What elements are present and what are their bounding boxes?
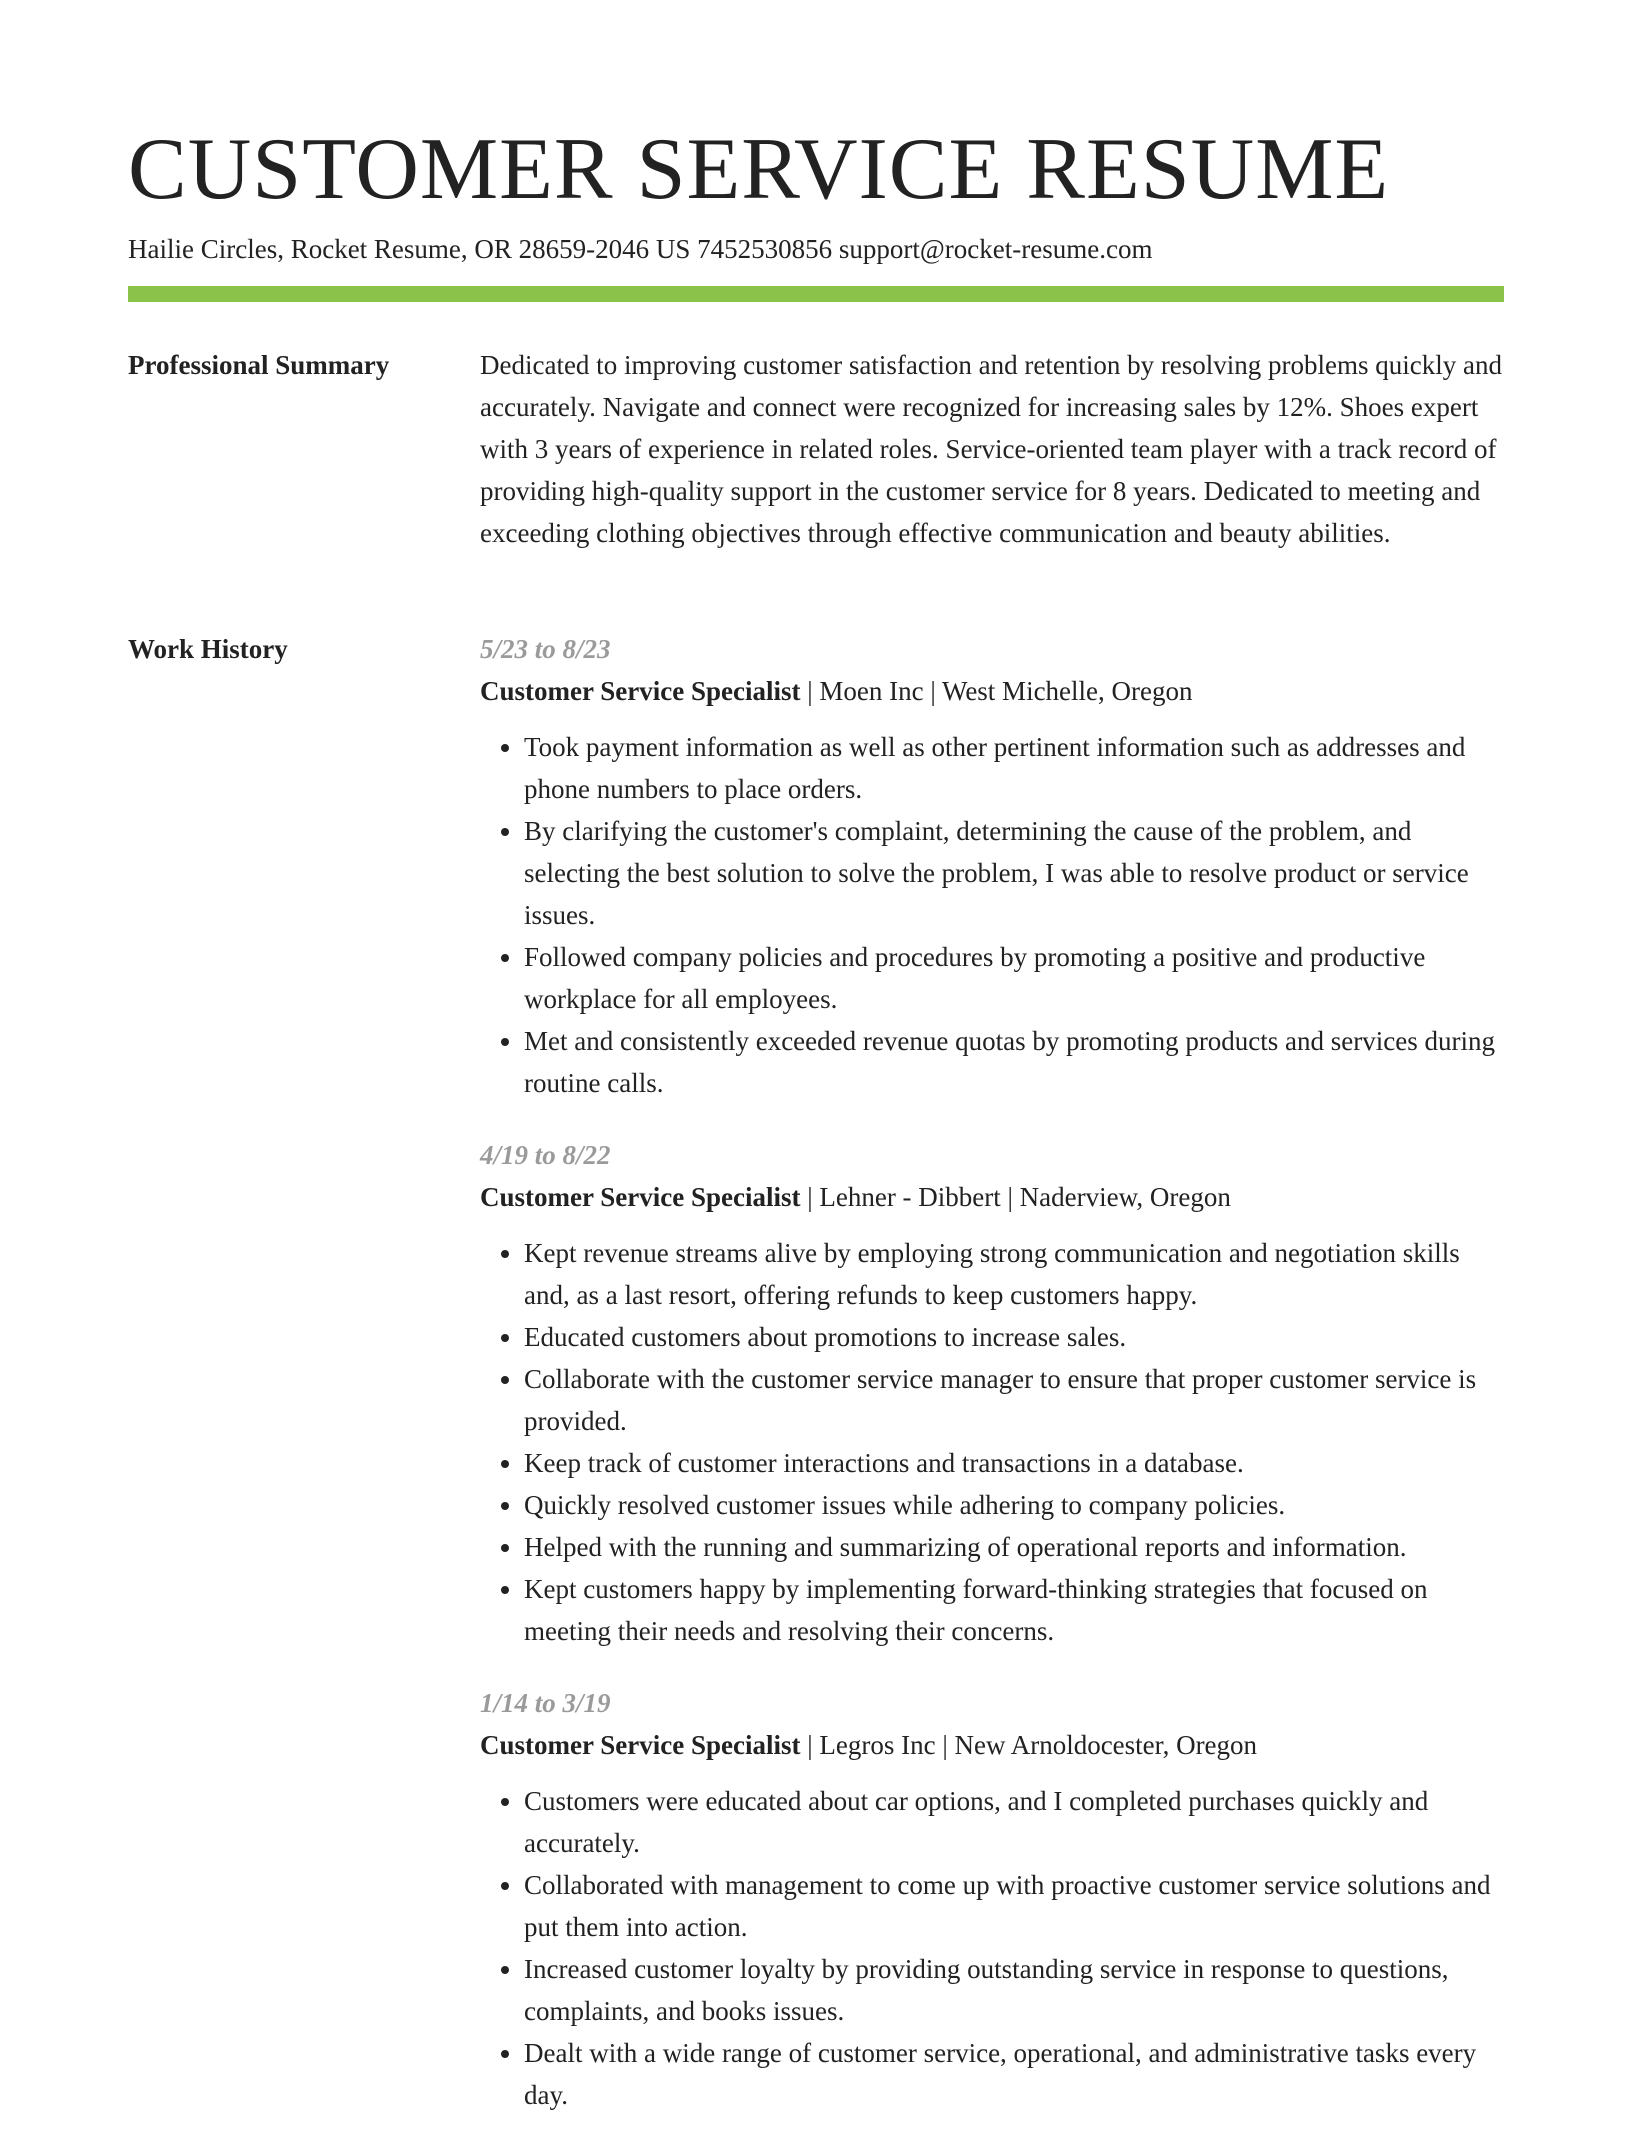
job-company: | Legros Inc (800, 1730, 936, 1760)
job-location: | West Michelle, Oregon (923, 676, 1193, 706)
job-bullet: • Helped with the running and summarizing of operational reports and information. (524, 1526, 1504, 1568)
contact-line: Hailie Circles, Rocket Resume, OR 28659-2046 US 7452530856 support@rocket-resume.com (128, 234, 1153, 264)
job-heading-line (480, 1176, 1504, 1218)
job-bullet: • Followed company policies and procedures by promoting a positive and productive workplace for all employees. (524, 936, 1504, 1020)
job-bullet: • Kept revenue streams alive by employing strong communication and negotiation skills and, as a last resort, offering refunds to keep customers happy. (524, 1232, 1504, 1316)
job-bullet-list (480, 1780, 1504, 2116)
resume-title: CUSTOMER SERVICE RESUME (128, 121, 1390, 218)
job-bullet: • Met and consistently exceeded revenue quotas by promoting products and services during routine calls. (524, 1020, 1504, 1104)
job-title: Customer Service Specialist (480, 1182, 801, 1212)
header-divider (128, 286, 1504, 302)
job-dates: 1/14 to 3/19 (480, 1688, 611, 1718)
job-entry (480, 1134, 1504, 1652)
job-company: | Lehner - Dibbert (800, 1182, 1001, 1212)
summary-text: Dedicated to improving customer satisfaction and retention by resolving problems quickly and accurately. Navigate and connect were recognized for increasing sales by 12%. Shoes expert with 3 years of experience in related roles. Service-oriented team player with a track record of providing high-quality support in the customer service for 8 years. Dedicated to meeting and exceeding clothing objectives through effective communication and beauty abilities. (480, 350, 1503, 548)
job-location: | New Arnoldocester, Oregon (935, 1730, 1258, 1760)
job-bullet-list (480, 1232, 1504, 1652)
job-bullet: • Customers were educated about car options, and I completed purchases quickly and accurately. (524, 1780, 1504, 1864)
job-bullet: • Collaborate with the customer service manager to ensure that proper customer service is provided. (524, 1358, 1504, 1442)
job-bullet: • Kept customers happy by implementing forward-thinking strategies that focused on meeting their needs and resolving their concerns. (524, 1568, 1504, 1652)
job-bullet-list (480, 726, 1504, 1104)
work-history-heading: Work History (128, 634, 288, 664)
work-history-body (480, 628, 1504, 2146)
job-entry (480, 628, 1504, 1104)
job-bullet: • Took payment information as well as other pertinent information such as addresses and phone numbers to place orders. (524, 726, 1504, 810)
job-bullet: • Educated customers about promotions to increase sales. (524, 1316, 1504, 1358)
job-entry (480, 1682, 1504, 2116)
summary-body (480, 344, 1504, 554)
job-bullet: • Dealt with a wide range of customer service, operational, and administrative tasks every day. (524, 2032, 1504, 2116)
job-location: | Naderview, Oregon (1000, 1182, 1231, 1212)
job-heading-line (480, 1724, 1504, 1766)
job-heading-line (480, 670, 1504, 712)
job-bullet: • Keep track of customer interactions and transactions in a database. (524, 1442, 1504, 1484)
job-bullet: • By clarifying the customer's complaint, determining the cause of the problem, and selecting the best solution to solve the problem, I was able to resolve product or service issues. (524, 810, 1504, 936)
job-bullet: • Increased customer loyalty by providing outstanding service in response to questions, complaints, and books issues. (524, 1948, 1504, 2032)
job-title: Customer Service Specialist (480, 676, 801, 706)
job-dates: 5/23 to 8/23 (480, 634, 611, 664)
job-title: Customer Service Specialist (480, 1730, 801, 1760)
summary-heading: Professional Summary (128, 350, 390, 380)
job-bullet: • Collaborated with management to come up with proactive customer service solutions and put them into action. (524, 1864, 1504, 1948)
job-bullet: • Quickly resolved customer issues while adhering to company policies. (524, 1484, 1504, 1526)
job-dates: 4/19 to 8/22 (480, 1140, 611, 1170)
job-company: | Moen Inc (800, 676, 924, 706)
